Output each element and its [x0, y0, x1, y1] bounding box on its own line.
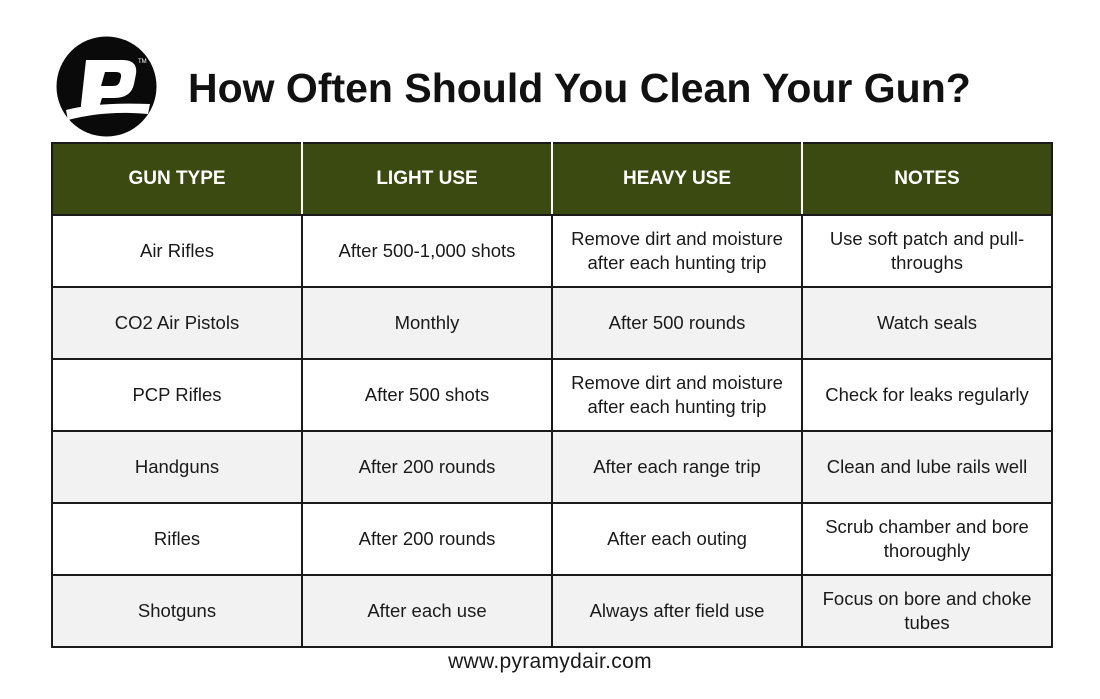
table-row — [52, 287, 1052, 359]
table-row — [52, 215, 1052, 287]
cell-notes: Clean and lube rails well — [802, 431, 1052, 503]
cell-heavy-use: Remove dirt and moisture after each hunting trip — [552, 215, 802, 287]
cell-notes: Watch seals — [802, 287, 1052, 359]
column-header-gun-type: GUN TYPE — [52, 143, 302, 215]
cell-gun-type: Shotguns — [52, 575, 302, 647]
cell-gun-type: Handguns — [52, 431, 302, 503]
cell-heavy-use: Remove dirt and moisture after each hunting trip — [552, 359, 802, 431]
table-row — [52, 431, 1052, 503]
cell-light-use: After 500-1,000 shots — [302, 215, 552, 287]
svg-text:TM: TM — [138, 59, 147, 65]
cell-notes: Check for leaks regularly — [802, 359, 1052, 431]
pyramyd-air-logo-icon — [56, 36, 157, 137]
cell-heavy-use: Always after field use — [552, 575, 802, 647]
footer-website-url: www.pyramydair.com — [448, 650, 652, 673]
cell-heavy-use: After 500 rounds — [552, 287, 802, 359]
column-header-light-use: LIGHT USE — [302, 143, 552, 215]
cell-notes: Focus on bore and choke tubes — [802, 575, 1052, 647]
cell-notes: Scrub chamber and bore thoroughly — [802, 503, 1052, 575]
cell-heavy-use: After each range trip — [552, 431, 802, 503]
column-header-notes: NOTES — [802, 143, 1052, 215]
cell-gun-type: Air Rifles — [52, 215, 302, 287]
cell-notes: Use soft patch and pull-throughs — [802, 215, 1052, 287]
cell-light-use: After each use — [302, 575, 552, 647]
table-row — [52, 359, 1052, 431]
table-row — [52, 503, 1052, 575]
column-header-heavy-use: HEAVY USE — [552, 143, 802, 215]
cell-gun-type: PCP Rifles — [52, 359, 302, 431]
cell-gun-type: CO2 Air Pistols — [52, 287, 302, 359]
cell-light-use: After 200 rounds — [302, 503, 552, 575]
table-row — [52, 575, 1052, 647]
page-title: How Often Should You Clean Your Gun? — [188, 65, 971, 111]
cell-light-use: After 500 shots — [302, 359, 552, 431]
cell-heavy-use: After each outing — [552, 503, 802, 575]
cell-light-use: After 200 rounds — [302, 431, 552, 503]
cell-gun-type: Rifles — [52, 503, 302, 575]
table-header-row — [52, 143, 1052, 215]
cleaning-schedule-table — [51, 142, 1053, 648]
cell-light-use: Monthly — [302, 287, 552, 359]
